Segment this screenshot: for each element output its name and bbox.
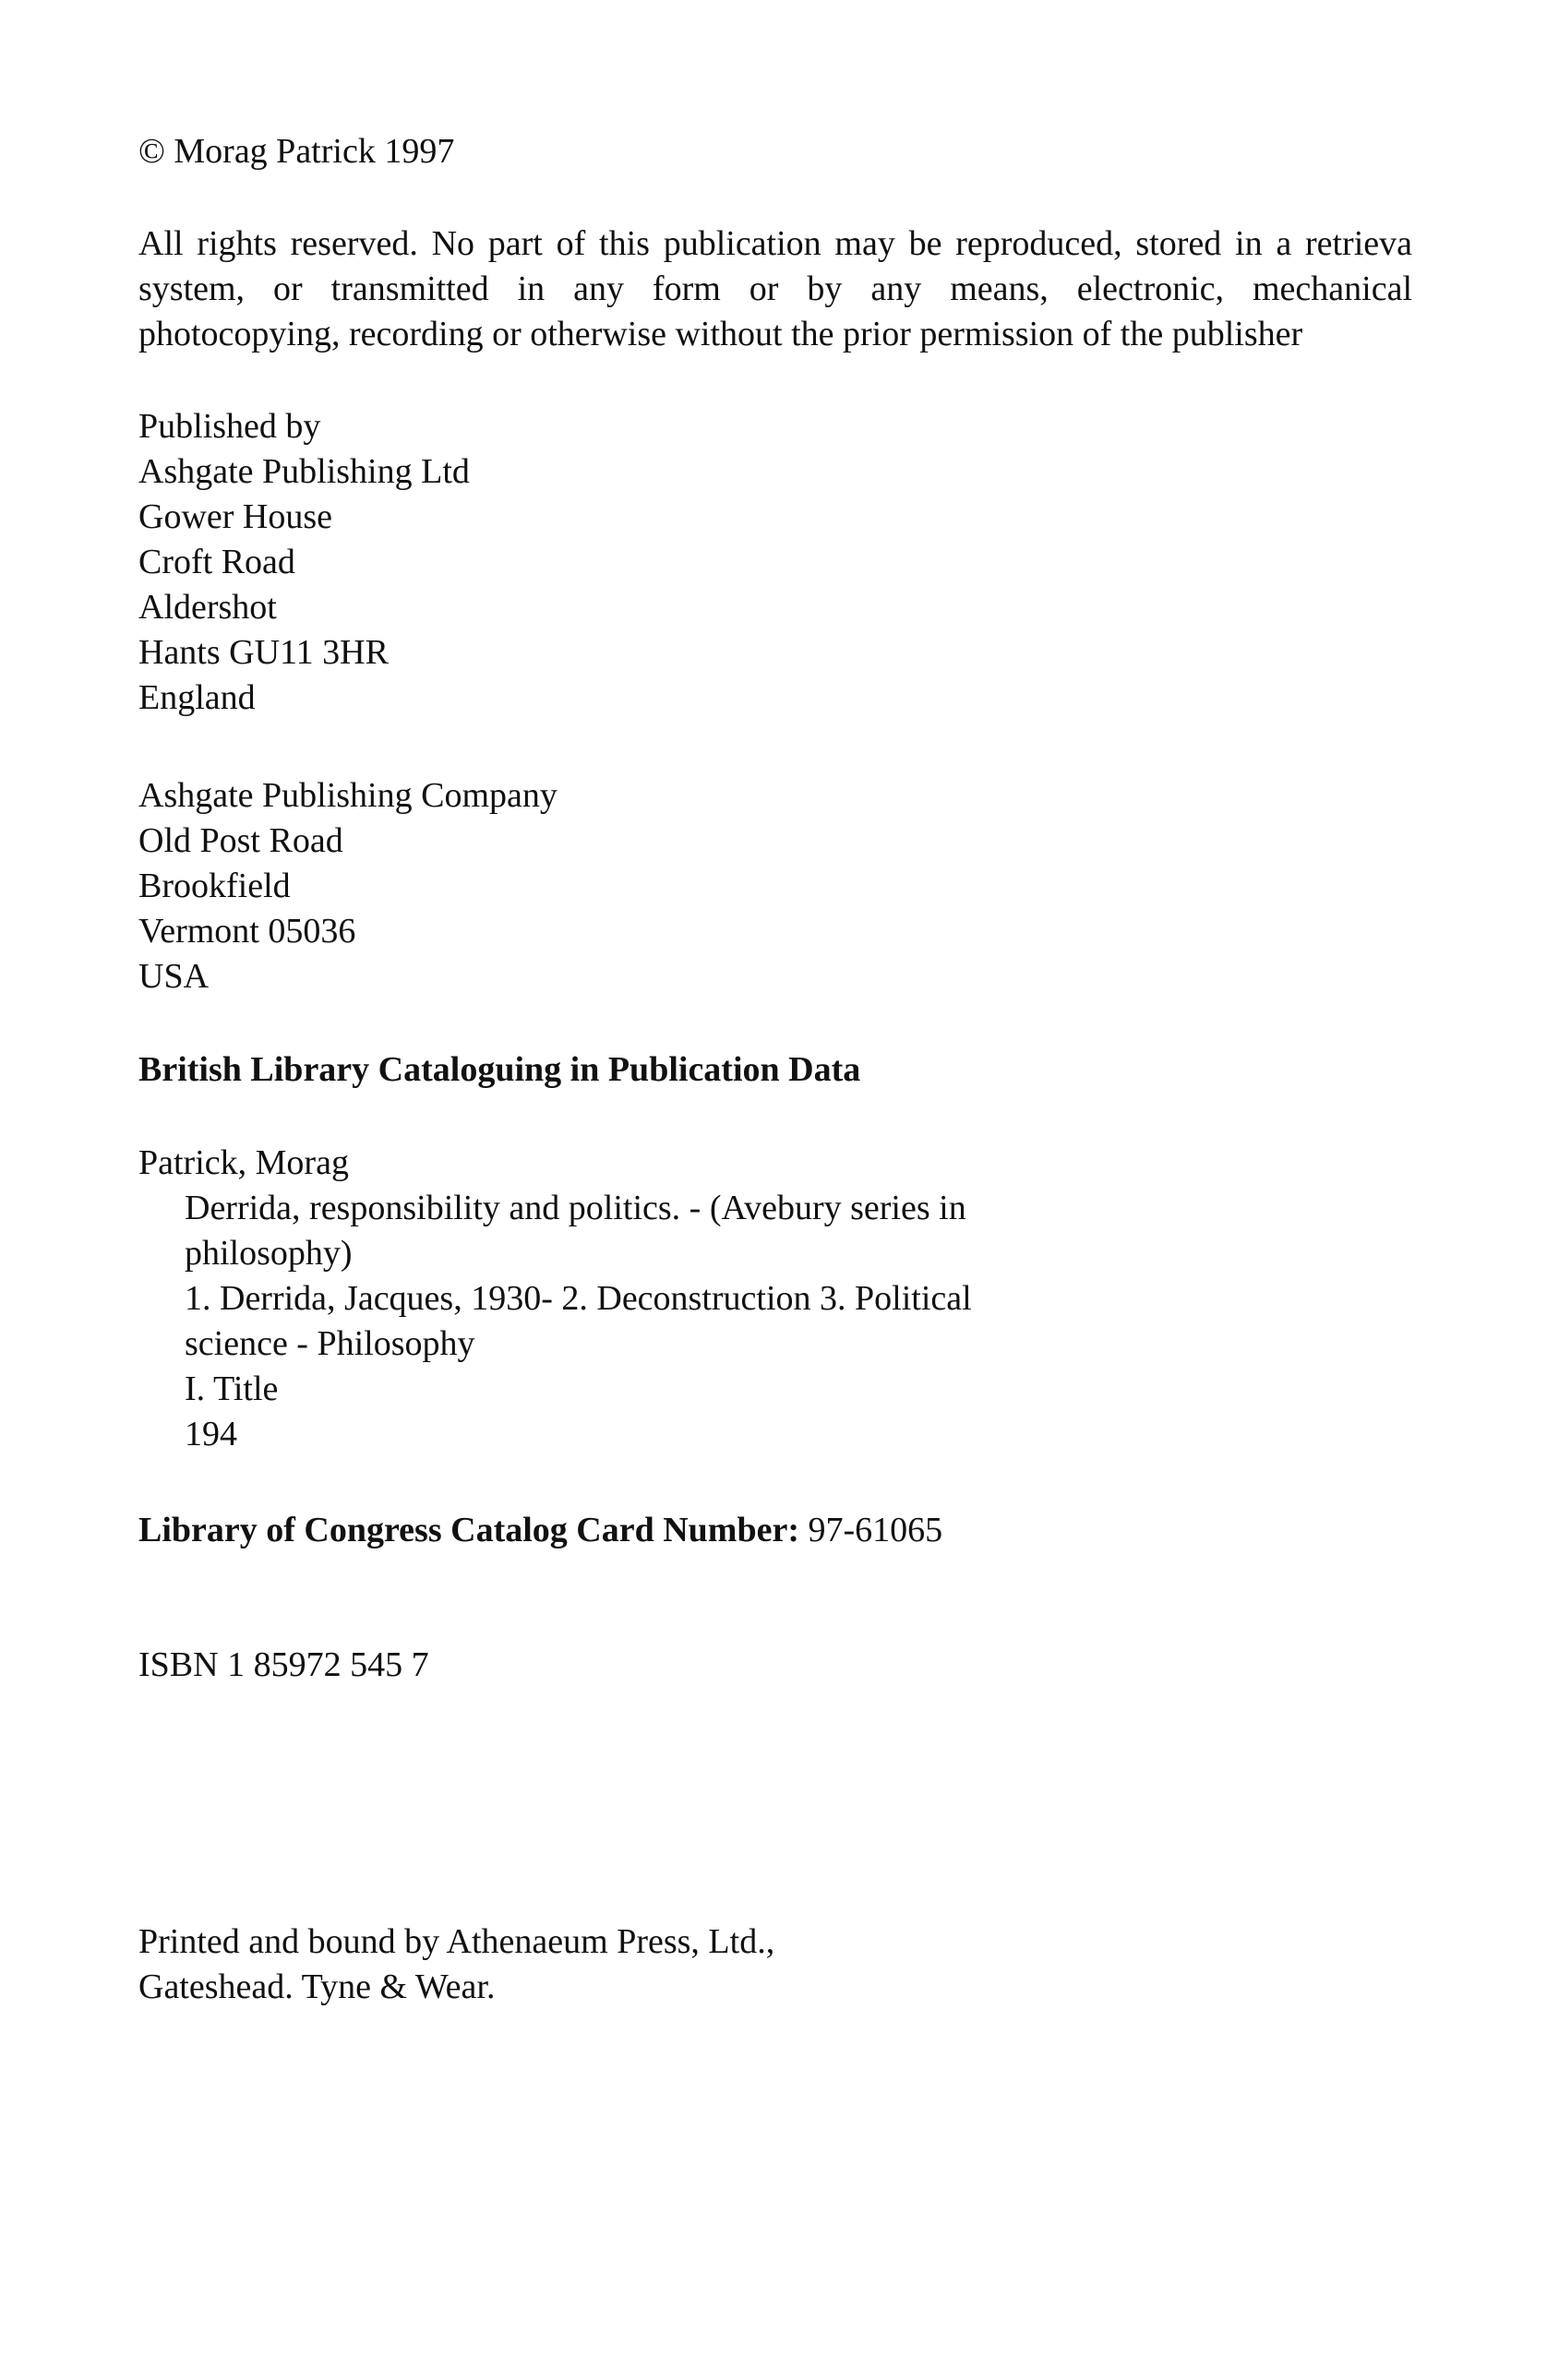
catalogue-entry-line: I. Title: [185, 1369, 279, 1408]
address-line: Hants GU11 3HR: [138, 633, 389, 672]
address-line: Ashgate Publishing Company: [138, 776, 558, 815]
catalogue-entry-line: 194: [185, 1415, 237, 1453]
loc-value: 97-61065: [798, 1511, 943, 1549]
publisher-us-address: [138, 773, 558, 999]
isbn: ISBN 1 85972 545 7: [138, 1645, 429, 1684]
address-line: Vermont 05036: [138, 912, 356, 951]
address-line: Aldershot: [138, 588, 277, 627]
rights-line: system, or transmitted in any form or by any means, electronic, mechanical: [138, 269, 1412, 308]
publisher-uk-address: [138, 404, 470, 721]
printer-line: Gateshead. Tyne & Wear.: [138, 1967, 496, 2006]
catalogue-entry-line: philosophy): [185, 1234, 353, 1273]
address-line: Old Post Road: [138, 821, 343, 860]
rights-line: photocopying, recording or otherwise without the prior permission of the publisher: [138, 315, 1303, 353]
address-line: Brookfield: [138, 867, 291, 905]
catalogue-entry-line: Derrida, responsibility and politics. - (Avebury series in: [185, 1189, 966, 1227]
address-line: Gower House: [138, 497, 333, 536]
address-line: England: [138, 678, 256, 717]
address-line: USA: [138, 957, 210, 996]
catalogue-author: Patrick, Morag: [138, 1143, 349, 1182]
published-by-label: Published by: [138, 407, 321, 446]
loc-label: Library of Congress Catalog Card Number:: [138, 1511, 799, 1549]
catalogue-entry-line: science - Philosophy: [185, 1324, 475, 1363]
cataloguing-record: [138, 1141, 972, 1457]
copyright-notice: © Morag Patrick 1997: [138, 132, 455, 171]
rights-statement: [138, 221, 1412, 357]
catalogue-entry-line: 1. Derrida, Jacques, 1930- 2. Deconstruction 3. Political: [185, 1279, 972, 1318]
printer-line: Printed and bound by Athenaeum Press, Ltd.,: [138, 1922, 775, 1961]
address-line: Ashgate Publishing Ltd: [138, 452, 470, 491]
printer-info: [138, 1920, 774, 2010]
address-line: Croft Road: [138, 543, 295, 581]
library-of-congress-number: [138, 1508, 942, 1553]
rights-line: All rights reserved. No part of this publication may be reproduced, stored in a retrieva: [138, 224, 1412, 263]
british-library-heading: British Library Cataloguing in Publication Data: [138, 1050, 861, 1089]
